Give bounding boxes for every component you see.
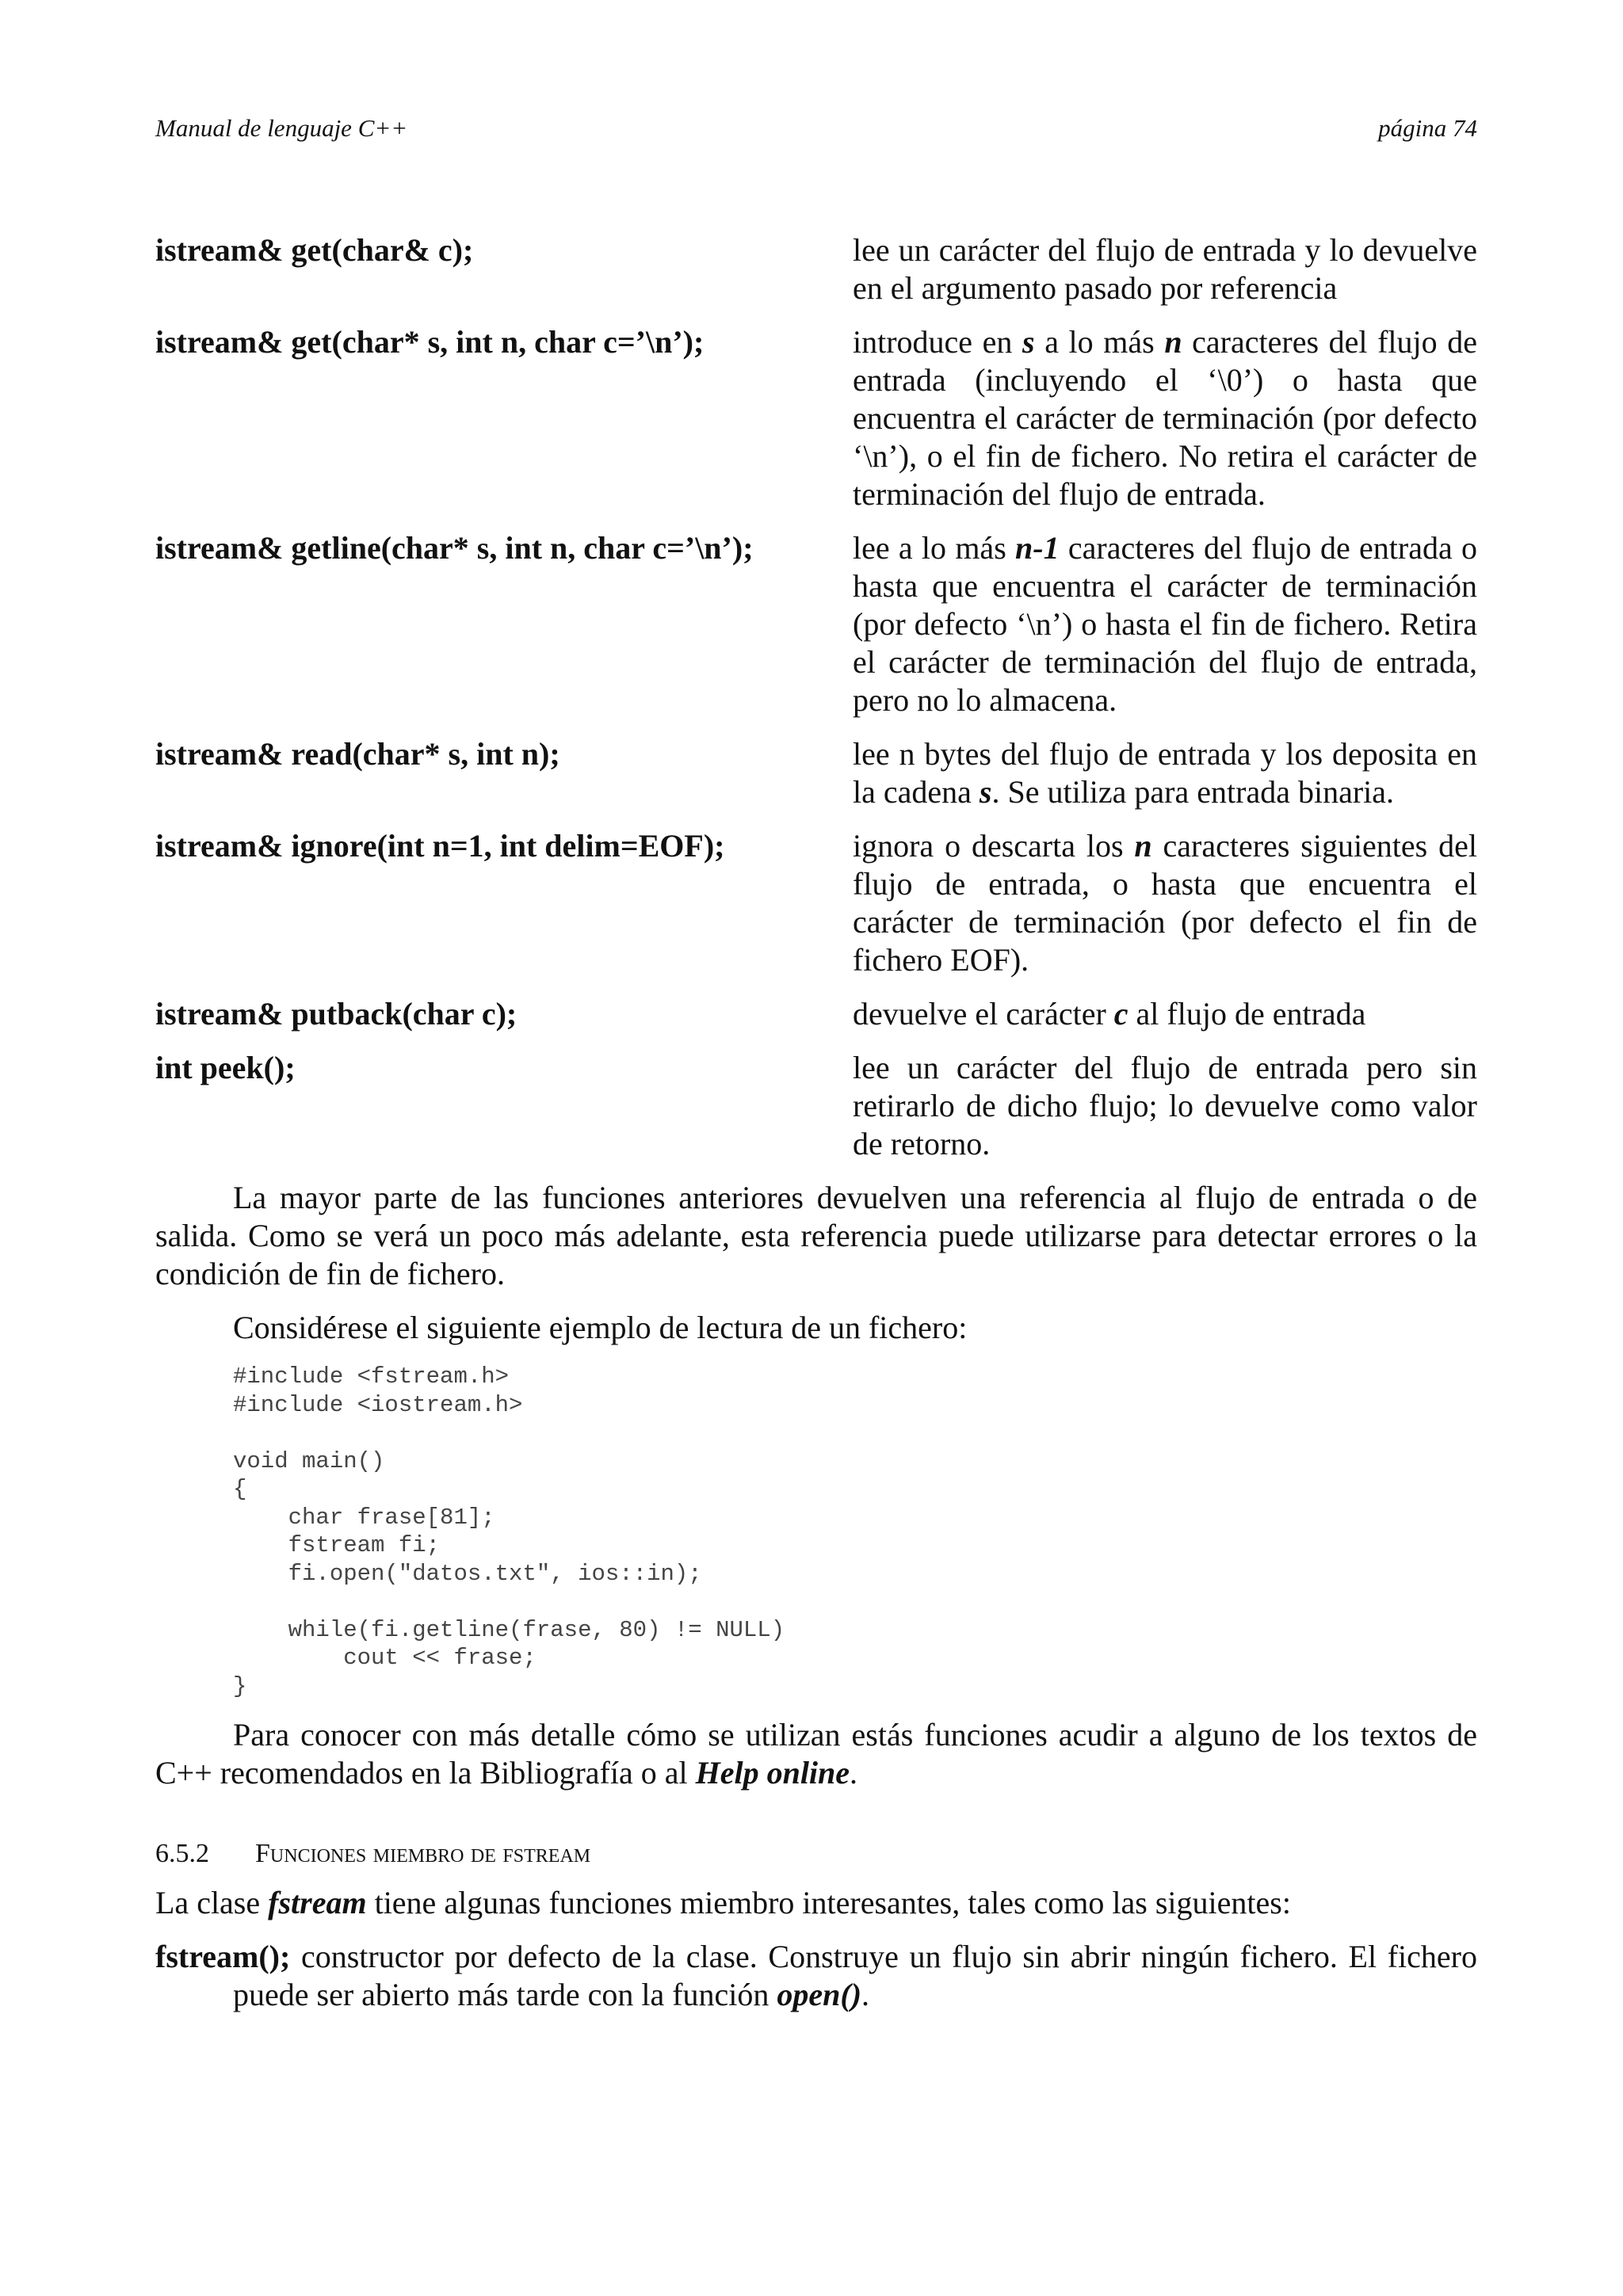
paragraph: Para conocer con más detalle cómo se utilizan estás funciones acudir a alguno de los textos de C++ recomendados en la Bibliografía o al Help online.	[155, 1717, 1477, 1791]
function-description: ignora o descarta los n caracteres siguientes del flujo de entrada, o hasta que encuentra el carácter de terminación (por defecto el fin de fichero EOF).	[853, 828, 1477, 978]
section-number: 6.5.2	[155, 1839, 209, 1868]
function-signature: istream& get(char* s, int n, char c=’\n’);	[155, 324, 705, 360]
function-signature: istream& putback(char c);	[155, 996, 517, 1032]
function-description: lee n bytes del flujo de entrada y los deposita en la cadena s. Se utiliza para entrada binaria.	[853, 736, 1477, 810]
function-signature: istream& getline(char* s, int n, char c=’\n’);	[155, 530, 754, 566]
function-entry	[155, 735, 1477, 811]
function-entry	[155, 995, 1477, 1033]
function-entry	[155, 231, 1477, 307]
definition-term: fstream();	[155, 1939, 291, 1974]
code-block: #include <fstream.h> #include <iostream.h> void main() { char frase[81]; fstream fi; fi.open("datos.txt", ios::in); while(fi.getline(frase, 80) != NULL) cout << frase; }	[233, 1363, 785, 1699]
function-description: lee un carácter del flujo de entrada y lo devuelve en el argumento pasado por referencia	[853, 232, 1477, 306]
function-description: lee un carácter del flujo de entrada pero sin retirarlo de dicho flujo; lo devuelve como valor de retorno.	[853, 1050, 1477, 1161]
function-description: lee a lo más n-1 caracteres del flujo de entrada o hasta que encuentra el carácter de terminación (por defecto ‘\n’) o hasta el fin de fichero. Retira el carácter de terminación del flujo de entrada, pero no lo almacena.	[853, 530, 1478, 718]
header-page-number: página 74	[1378, 114, 1477, 142]
header-title: Manual de lenguaje C++	[155, 114, 408, 142]
paragraph: La mayor parte de las funciones anteriores devuelven una referencia al flujo de entrada o de salida. Como se verá un poco más adelante, esta referencia puede utilizarse para detectar errores o la condición de fin de fichero.	[155, 1180, 1477, 1291]
function-entry	[155, 529, 1477, 719]
function-entry	[155, 323, 1477, 513]
function-entry	[155, 1049, 1477, 1163]
function-description: devuelve el carácter c al flujo de entrada	[853, 996, 1366, 1032]
section-heading	[155, 1836, 1477, 1871]
function-signature: istream& read(char* s, int n);	[155, 736, 560, 772]
function-signature: int peek();	[155, 1050, 296, 1085]
definition-item: fstream(); constructor por defecto de la clase. Construye un flujo sin abrir ningún fichero. El fichero puede ser abierto más tarde con la función open().	[155, 1939, 1477, 2012]
page-header	[155, 113, 1477, 144]
section-title: Funciones miembro de fstream	[255, 1839, 591, 1868]
paragraph: La clase fstream tiene algunas funciones miembro interesantes, tales como las siguientes:	[155, 1885, 1291, 1920]
page-content	[155, 231, 1477, 2014]
paragraph: Considérese el siguiente ejemplo de lectura de un fichero:	[233, 1310, 968, 1345]
function-description: introduce en s a lo más n caracteres del flujo de entrada (incluyendo el ‘\0’) o hasta que encuentra el carácter de terminación (por defecto ‘\n’), o el fin de fichero. No retira el carácter de terminación del flujo de entrada.	[853, 324, 1477, 512]
function-signature: istream& get(char& c);	[155, 232, 474, 268]
function-signature: istream& ignore(int n=1, int delim=EOF);	[155, 828, 725, 864]
function-entry	[155, 827, 1477, 979]
